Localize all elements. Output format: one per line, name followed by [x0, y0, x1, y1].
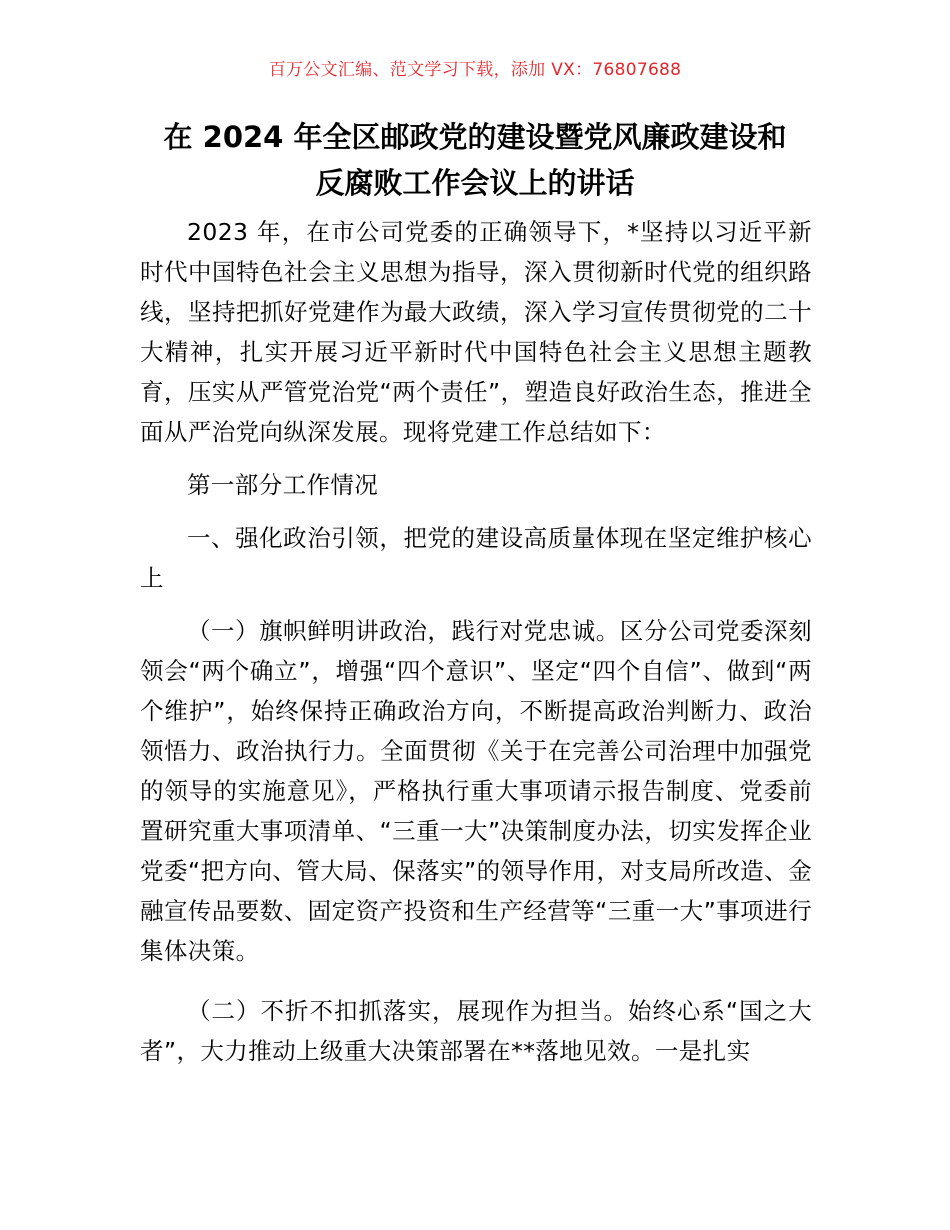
part-heading: 第一部分工作情况	[187, 471, 379, 499]
document-title	[120, 114, 830, 206]
document-title-line-1: 在 2024 年全区邮政党的建设暨党风廉政建设和	[163, 120, 787, 154]
intro-paragraph: 2023 年，在市公司党委的正确领导下，*坚持以习近平新时代中国特色社会主义思想为指导，深入贯彻新时代党的组织路线，坚持把抓好党建作为最大政绩，深入学习宣传贯彻党的二十大精神，扎实开展习近平新时代中国特色社会主义思想主题教育，压实从严管党治党“两个责任”，塑造良好政治生态，推进全面从严治党向纵深发展。现将党建工作总结如下：	[140, 218, 812, 446]
header-promo-note: 百万公文汇编、范文学习下载，添加 VX：76807688	[268, 60, 682, 80]
document-body	[140, 212, 812, 1071]
section-heading: 一、强化政治引领，把党的建设高质量体现在坚定维护核心上	[140, 524, 812, 592]
body-paragraph: （一）旗帜鲜明讲政治，践行对党忠诚。区分公司党委深刻领会“两个确立”，增强“四个意识”、坚定“四个自信”、做到“两个维护”，始终保持正确政治方向，不断提高政治判断力、政治领悟力、政治执行力。全面贯彻《关于在完善公司治理中加强党的领导的实施意见》，严格执行重大事项请示报告制度、党委前置研究重大事项清单、“三重一大”决策制度办法，切实发挥企业党委“把方向、管大局、保落实”的领导作用，对支局所改造、金融宣传品要数、固定资产投资和生产经营等“三重一大”事项进行集体决策。	[140, 617, 812, 965]
document-title-line-2: 反腐败工作会议上的讲话	[315, 166, 635, 200]
body-paragraph: （二）不折不扣抓落实，展现作为担当。始终心系“国之大者”，大力推动上级重大决策部署在**落地见效。一是扎实	[140, 997, 812, 1065]
